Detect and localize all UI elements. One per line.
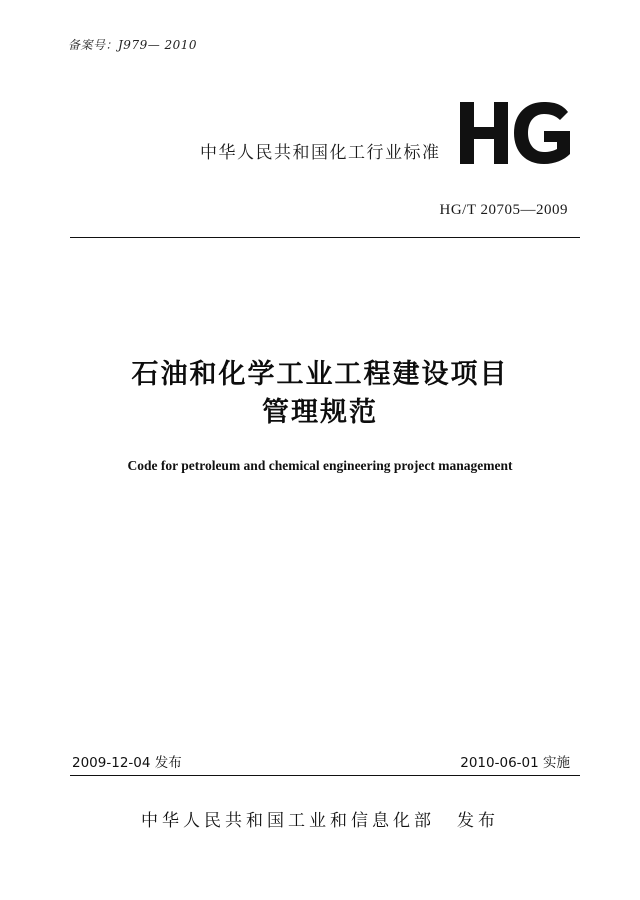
document-title-en: Code for petroleum and chemical engineering project management (127, 458, 513, 473)
standard-code: HG/T 20705—2009 (439, 202, 568, 218)
standard-category-title: 中华人民共和国化工行业标准 (200, 143, 441, 163)
title-line-1: 石油和化学工业工程建设项目 (131, 359, 509, 390)
issue-date: 2009-12-04 发布 (72, 755, 182, 771)
issuer-action: 发布 (457, 811, 499, 831)
footer-divider (70, 775, 580, 776)
title-line-2: 管理规范 (262, 397, 378, 428)
header-divider (70, 237, 580, 238)
record-number: 备案号：J979— 2010 (68, 38, 198, 52)
issuer-name: 中华人民共和国工业和信息化部 (141, 811, 435, 831)
implementation-date: 2010-06-01 实施 (460, 755, 570, 771)
hg-logo (458, 98, 574, 168)
document-title-cn (0, 356, 640, 432)
issuing-authority (0, 806, 640, 831)
